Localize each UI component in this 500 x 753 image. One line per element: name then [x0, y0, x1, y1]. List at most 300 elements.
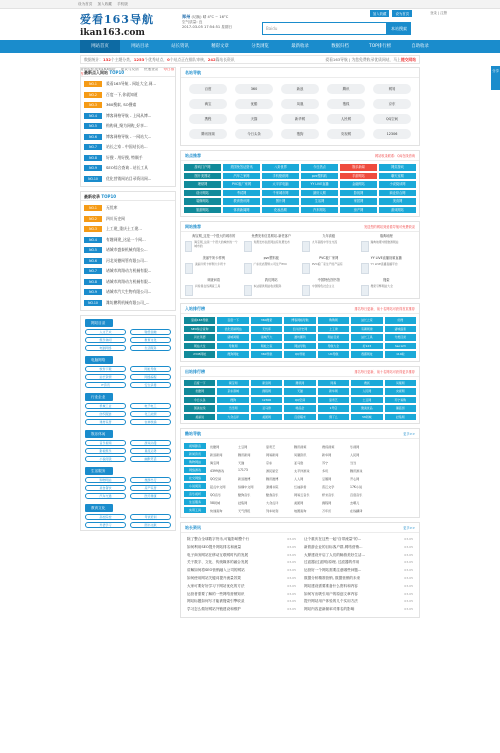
weather-switch[interactable]: (切换)	[191, 15, 202, 19]
out-rank-link[interactable]: 天猫	[284, 388, 315, 395]
top-hot-link[interactable]: 每日推荐	[80, 67, 175, 76]
site-logo[interactable]	[80, 11, 160, 41]
famous-site-link[interactable]: QQ空间	[373, 114, 411, 124]
out-rank-link[interactable]: 亚马逊	[251, 405, 282, 412]
hot-rank-link[interactable]: 诸城鸿翔	[217, 334, 248, 341]
cool-site-link[interactable]: 4399游戏	[210, 468, 225, 473]
cool-site-link[interactable]: 网易新闻	[266, 452, 279, 457]
login-links[interactable]: 登录 | 注册	[430, 11, 447, 15]
category-pill[interactable]: 小说阅读	[85, 456, 126, 462]
cool-site-link[interactable]: 红袖添香	[294, 484, 307, 489]
topic-card[interactable]	[361, 285, 416, 296]
search-input[interactable]: Baidu	[262, 22, 387, 35]
hot-rank-link[interactable]: 360搜索	[251, 317, 282, 324]
set-homepage-link[interactable]: 设为首页	[78, 1, 93, 6]
rank-site-link[interactable]: 百度一下,你就知道	[106, 91, 138, 97]
cool-sites-category[interactable]: 实用工具	[184, 507, 206, 513]
topic-title-link[interactable]: 免费发布信息网站-新老客户	[251, 234, 291, 238]
category-pill[interactable]: 娱乐休闲	[85, 337, 126, 343]
rank-site-link[interactable]: 博客网格导航 - 上网从博...	[106, 112, 152, 118]
news-item[interactable]	[304, 591, 413, 599]
topic-card[interactable]	[185, 285, 240, 296]
hot-rank-link[interactable]: 好搜	[385, 317, 416, 324]
out-rank-link[interactable]: 京东商城	[217, 388, 248, 395]
out-rank-link[interactable]: 蘑菇街	[385, 405, 416, 412]
famous-site-link[interactable]: 凤凰	[281, 99, 319, 109]
news-title-link[interactable]: 过滤器(过滤网)原理, 过滤器的作用	[304, 560, 360, 565]
out-rank-link[interactable]: 土豆网	[351, 397, 382, 404]
hot-rank-link[interactable]: 网址之家	[251, 343, 282, 350]
category-block-title[interactable]: 教育文化	[85, 504, 113, 512]
out-rank-link[interactable]: 饿了么	[318, 414, 349, 421]
famous-site-link[interactable]: 搜狐	[327, 99, 365, 109]
search-button[interactable]: 本站搜索	[387, 22, 411, 35]
recommend-site-link[interactable]: 聊天室网	[379, 173, 416, 180]
cool-site-link[interactable]: 起点中文网	[210, 484, 226, 489]
topic-title-link[interactable]: YY LIVE直播视频直播	[370, 256, 402, 260]
hot-rank-link[interactable]: 购购网	[318, 317, 349, 324]
news-title-link[interactable]: 网站内容更新频率对排名的影响	[304, 607, 355, 612]
recommend-site-link[interactable]: 汽车网站	[301, 207, 338, 214]
top-link-2[interactable]: 建议与反馈	[120, 67, 139, 71]
recommend-note[interactable]: 网站收录联系：QQ在线咨询	[374, 154, 415, 158]
news-title-link[interactable]: 除了整合全球数字货币,可能影响整个行	[187, 537, 250, 541]
cool-site-link[interactable]: 去哪儿	[350, 500, 360, 505]
out-rank-link[interactable]: 苏宁易购	[385, 397, 416, 404]
out-rank-link[interactable]: 58同城	[351, 414, 382, 421]
rank-site-link[interactable]: 爱看163导航 - 网址大全,网...	[106, 81, 157, 87]
hot-rank-link[interactable]: 博客网格导航	[284, 317, 315, 324]
news-title-link[interactable]: 数据分析精准营销, 数据营销的未来	[304, 575, 361, 580]
topic-title-link[interactable]: 九年高级	[322, 234, 336, 238]
hot-rank-link[interactable]: 河北英德	[184, 334, 215, 341]
recommend-site-link[interactable]: 美国免签证资讯	[223, 164, 260, 171]
category-pill[interactable]: IT资讯	[85, 382, 126, 388]
category-pill[interactable]: 网络编程	[130, 374, 171, 380]
cool-site-link[interactable]: 人人网	[294, 476, 304, 481]
nav-item[interactable]: 站长资讯	[171, 44, 189, 49]
news-item[interactable]	[187, 575, 296, 583]
cool-site-link[interactable]: 天气预报	[238, 508, 251, 513]
category-pill[interactable]: 考试培训	[130, 514, 171, 520]
recommend-site-link[interactable]: 设计网站	[184, 190, 221, 197]
nav-item[interactable]: 自助收录	[411, 44, 429, 49]
topic-title-link[interactable]: 淘宝网_这是一个很大的城市的	[192, 234, 236, 238]
hot-rank-link[interactable]: hao123	[385, 343, 416, 350]
category-pill[interactable]: 网址导航	[130, 366, 171, 372]
news-item[interactable]	[304, 559, 413, 567]
nav-item[interactable]: 网站目录	[131, 44, 149, 49]
nav-item[interactable]: 网站首页	[80, 40, 120, 53]
news-title-link[interactable]: 新旅游企业的目标客户群,网络营销...	[304, 544, 363, 549]
category-pill[interactable]: 电子电工	[130, 403, 171, 409]
cool-site-link[interactable]: QQ空间	[210, 476, 222, 481]
cool-site-link[interactable]: QQ音乐	[210, 492, 222, 497]
out-rank-link[interactable]: 搜狗	[217, 397, 248, 404]
recommend-site-link[interactable]: 图片美图站	[184, 173, 221, 180]
top-link-1[interactable]: 帮您轻松找到163网址	[80, 67, 116, 71]
rank-site-link[interactable]: 上工建_重庆土工建...	[106, 226, 142, 232]
topic-title-link[interactable]: 搜索	[383, 278, 390, 282]
cool-sites-category[interactable]: 购物网站	[184, 459, 206, 465]
rank-row[interactable]	[84, 100, 172, 111]
news-item[interactable]	[304, 544, 413, 552]
cool-site-link[interactable]: 当当	[350, 460, 357, 465]
topic-title-link[interactable]: pvc塑料板	[263, 256, 279, 260]
hot-rank-link[interactable]: 百度一下	[217, 317, 248, 324]
submit-site-link[interactable]: 提交网站	[400, 57, 416, 62]
famous-site-link[interactable]: 人民网	[327, 114, 365, 124]
news-item[interactable]	[304, 552, 413, 560]
out-rank-link[interactable]: 唯品会	[284, 405, 315, 412]
famous-site-link[interactable]: 天猫	[235, 114, 273, 124]
out-rank-link[interactable]: 赶集网	[385, 414, 416, 421]
cool-site-link[interactable]: 新华网	[322, 452, 332, 457]
recommend-site-link[interactable]: 生活网	[301, 198, 338, 205]
news-title-link[interactable]: 如何利用SEO提升网站排名和流量	[187, 544, 242, 549]
out-rank-link[interactable]: 美丽说	[184, 414, 215, 421]
category-pill[interactable]: 幽默笑话	[130, 456, 171, 462]
cool-site-link[interactable]: 淘宝网	[210, 460, 220, 465]
recommend-site-link[interactable]: 网页游戏	[379, 164, 416, 171]
rank-row[interactable]	[84, 224, 172, 235]
cool-sites-more-link[interactable]: 更多>>	[403, 432, 415, 436]
category-pill[interactable]: 财经金融	[130, 329, 171, 335]
category-pill[interactable]: 汽车交通	[85, 493, 126, 499]
out-rank-link[interactable]: 12306	[251, 397, 282, 404]
rank-site-link[interactable]: 购购网_聚为网购_好享...	[106, 123, 148, 129]
set-homepage-button[interactable]: 设为首页	[392, 10, 412, 17]
hot-rank-link[interactable]: 网站大全	[184, 343, 215, 350]
rank-site-link[interactable]: 诸城市汽大生物有限公司...	[106, 289, 152, 295]
news-title-link[interactable]: 电子商务网站在移动互联网时代的发展	[187, 552, 249, 557]
rank-row[interactable]	[84, 203, 172, 214]
rank-row[interactable]	[84, 153, 172, 164]
mobile-link[interactable]: 手机版	[117, 1, 128, 6]
category-pill[interactable]: 医疗健康	[130, 493, 171, 499]
category-pill[interactable]: 游戏动漫	[130, 440, 171, 446]
recommend-site-link[interactable]: 旅游网站	[184, 207, 221, 214]
news-title-link[interactable]: 运营者需要了解的一些网络营销知识	[187, 591, 245, 596]
out-rank-link[interactable]: 搜狐	[351, 380, 382, 387]
famous-site-link[interactable]: 优酷	[235, 99, 273, 109]
category-block-title[interactable]: 娱乐休闲	[85, 430, 113, 438]
rank-row[interactable]	[84, 132, 172, 143]
recommend-site-link[interactable]: 娱乐新闻	[340, 164, 377, 171]
cool-site-link[interactable]: 酷狗音乐	[238, 492, 251, 497]
rank-row[interactable]	[84, 163, 172, 174]
category-pill[interactable]: 教育文化	[130, 337, 171, 343]
topic-card[interactable]	[244, 285, 299, 296]
out-rank-link[interactable]: 大众点评	[217, 414, 248, 421]
news-item[interactable]	[304, 575, 413, 583]
cool-site-link[interactable]: 凤凰资讯	[294, 452, 307, 457]
rank-row[interactable]	[84, 287, 172, 298]
out-rank-link[interactable]: 当当网	[217, 405, 248, 412]
out-rank-link[interactable]: 爱奇艺	[318, 397, 349, 404]
out-rank-link[interactable]: 人民网	[351, 388, 382, 395]
news-more-link[interactable]: 更多>>	[403, 526, 415, 530]
famous-site-link[interactable]: 携程	[189, 114, 227, 124]
topic-card[interactable]	[361, 263, 416, 274]
rank-site-link[interactable]: 诸城市鸿翔动力机械有限...	[106, 268, 152, 274]
cool-site-link[interactable]: 京东	[266, 460, 273, 465]
cool-site-link[interactable]: 开心网	[350, 476, 360, 481]
category-pill[interactable]: 高校院校	[85, 514, 126, 520]
recommend-site-link[interactable]: 手游网站	[340, 173, 377, 180]
topic-title-link[interactable]: PVC板厂家网	[319, 256, 339, 260]
famous-site-link[interactable]: 12306	[373, 129, 411, 139]
category-pill[interactable]: 房产家居	[130, 485, 171, 491]
rank-row[interactable]	[84, 235, 172, 246]
out-rank-link[interactable]: 淘宝网	[217, 380, 248, 387]
rank-row[interactable]	[84, 298, 172, 309]
cool-sites-category[interactable]: 生活服务	[184, 499, 206, 505]
cool-site-link[interactable]: 人民网	[350, 452, 360, 457]
out-rank-link[interactable]: 今日头条	[184, 397, 215, 404]
category-pill[interactable]: 农林牧渔	[130, 419, 171, 425]
recommend-site-link[interactable]: 汽车之家网	[223, 173, 260, 180]
rank-row[interactable]	[84, 111, 172, 122]
news-title-link[interactable]: 讲解如何将SEO营销融入公司的网站	[187, 568, 245, 573]
rank-row[interactable]	[84, 266, 172, 277]
topic-title-link[interactable]: 我们网站	[264, 278, 278, 282]
cool-site-link[interactable]: 美团网	[294, 500, 304, 505]
recommend-site-link[interactable]: 千家城市网	[262, 190, 299, 197]
hot-rank-link[interactable]: 优化营销网站	[217, 326, 248, 333]
news-title-link[interactable]: 学习怎么做好网站外链建设和维护	[187, 607, 241, 612]
share-float-button[interactable]: 分享	[491, 66, 500, 90]
category-pill[interactable]: 纺织服装	[85, 411, 126, 417]
cool-site-link[interactable]: 17173	[238, 468, 248, 472]
hot-rank-link[interactable]: 360导航	[251, 351, 282, 358]
hot-rank-link[interactable]: QQ导航	[284, 351, 315, 358]
hot-rank-link[interactable]: UC导航	[318, 351, 349, 358]
out-rank-link[interactable]: 凤凰网	[385, 380, 416, 387]
news-item[interactable]	[187, 591, 296, 599]
cool-site-link[interactable]: 纵横中文网	[238, 484, 254, 489]
recommend-site-link[interactable]: PVC板厂家网	[223, 181, 260, 188]
out-rank-link[interactable]: 新华网	[318, 388, 349, 395]
news-item[interactable]	[187, 552, 296, 560]
famous-site-link[interactable]: 搜狗	[281, 129, 319, 139]
rank-row[interactable]	[84, 245, 172, 256]
out-rank-link[interactable]: 百度糯米	[284, 414, 315, 421]
cool-site-link[interactable]: 爱奇艺	[266, 444, 276, 449]
category-pill[interactable]: 美食餐饮	[85, 485, 126, 491]
topic-title-link[interactable]: 中国特色图书馆	[317, 278, 340, 282]
topic-card[interactable]	[302, 285, 357, 296]
cool-site-link[interactable]: 腾讯新闻	[238, 452, 251, 457]
category-block-title[interactable]: 电脑网络	[85, 356, 113, 364]
cool-site-link[interactable]: 赶集网	[238, 500, 248, 505]
cool-sites-category[interactable]: 网络游戏	[184, 467, 206, 473]
category-pill[interactable]: 图书文献	[130, 522, 171, 528]
cool-site-link[interactable]: 新浪微博	[238, 476, 251, 481]
category-pill[interactable]: 旅游出行	[130, 477, 171, 483]
news-item[interactable]	[304, 567, 413, 575]
news-item[interactable]	[187, 598, 296, 606]
news-item[interactable]	[304, 583, 413, 591]
hot-rank-link[interactable]: 潍坊鹏利	[284, 334, 315, 341]
recommend-site-link[interactable]: 美食网	[379, 198, 416, 205]
rank-site-link[interactable]: 好搜 - 用好搜, 特顺手	[106, 154, 143, 160]
category-block-title[interactable]: 网站目录	[85, 319, 113, 327]
news-item[interactable]	[187, 559, 296, 567]
rank-site-link[interactable]: 有趣网建_这是一个网...	[106, 236, 146, 242]
rank-site-link[interactable]: 360搜索, SO搜索	[106, 102, 137, 108]
rank-row[interactable]	[84, 256, 172, 267]
recommend-site-link[interactable]: 体育新闻网	[223, 207, 260, 214]
news-title-link[interactable]: 运营好一个网站需要注意哪些问题...	[304, 568, 362, 573]
recommend-site-link[interactable]: 家居网	[340, 198, 377, 205]
category-pill[interactable]: 站长资源	[85, 374, 126, 380]
out-rank-link[interactable]: 聚美优品	[351, 405, 382, 412]
category-pill[interactable]: 建材家居	[85, 419, 126, 425]
hot-rank-link[interactable]: 无忧库	[251, 326, 282, 333]
cool-site-link[interactable]: 网易云音乐	[294, 492, 310, 497]
recommend-site-link[interactable]: pvc塑料软	[301, 173, 338, 180]
topic-title-link[interactable]: 美丽牛奶卡样例	[202, 256, 225, 260]
famous-site-link[interactable]: 腾讯	[327, 84, 365, 94]
cool-sites-category[interactable]: 小说阅读	[184, 483, 206, 489]
recommend-site-link[interactable]: 图片网	[262, 198, 299, 205]
hot-rank-link[interactable]: SEO综合查询	[184, 326, 215, 333]
cool-site-link[interactable]: 天猫	[238, 460, 245, 465]
news-title-link[interactable]: 提升网站用户体验的几个实用方法	[304, 599, 358, 604]
news-item[interactable]	[187, 606, 296, 614]
cool-site-link[interactable]: 列车时刻	[266, 508, 279, 513]
news-item[interactable]	[187, 544, 296, 552]
category-pill[interactable]: 生活服务	[130, 345, 171, 351]
rank-row[interactable]	[84, 90, 172, 101]
cool-site-link[interactable]: 土豆网	[238, 444, 248, 449]
famous-site-link[interactable]: 新华网	[281, 114, 319, 124]
cool-site-link[interactable]: 酷我音乐	[266, 492, 279, 497]
recommend-site-link[interactable]: 最好人网	[301, 190, 338, 197]
nav-item[interactable]: TOP排行榜	[369, 44, 391, 49]
nav-item[interactable]: 精彩文章	[211, 44, 229, 49]
cool-site-link[interactable]: 百度音乐	[350, 492, 363, 497]
recommend-site-link[interactable]: 教育资讯网	[223, 198, 260, 205]
hot-rank-link[interactable]: 站长之家	[351, 317, 382, 324]
category-pill[interactable]: 电脑网络	[85, 345, 126, 351]
cool-sites-category[interactable]: 社交网络	[184, 475, 206, 481]
news-title-link[interactable]: 让个重庆在这些一起"自带流量"的...	[304, 537, 362, 541]
cool-site-link[interactable]: 新浪新闻	[210, 452, 223, 457]
out-rank-link[interactable]: 1号店	[318, 405, 349, 412]
recommend-site-link[interactable]: 游戏门户网	[184, 164, 221, 171]
category-pill[interactable]: 人文艺术	[85, 329, 126, 335]
hot-rank-link[interactable]: 导航网	[217, 343, 248, 350]
out-rank-link[interactable]: 新浪网	[251, 380, 282, 387]
out-rank-link[interactable]: 优酷网	[184, 388, 215, 395]
hot-rank-link[interactable]: 好123	[351, 343, 382, 350]
cool-sites-category[interactable]: 新闻资讯	[184, 451, 206, 457]
recommend-site-link[interactable]: 游戏网站	[379, 207, 416, 214]
category-pill[interactable]: 星座运势	[130, 448, 171, 454]
recommend-site-link[interactable]: 今日热点	[301, 164, 338, 171]
out-rank-link[interactable]: 央视网	[385, 388, 416, 395]
famous-site-link[interactable]: 网易	[373, 84, 411, 94]
out-rank-link[interactable]: 携程网	[251, 388, 282, 395]
rank-site-link[interactable]: 潍坊鹏利机械有限公司_...	[106, 299, 150, 305]
cool-sites-category[interactable]: 音乐视听	[184, 491, 206, 497]
topic-card[interactable]	[185, 263, 240, 274]
rank-site-link[interactable]: 博客网格导航 - 一网站大...	[106, 133, 152, 139]
topic-title-link[interactable]: 瑞典地理	[379, 234, 393, 238]
cool-site-link[interactable]: 快递查询	[210, 508, 223, 513]
hot-rank-link[interactable]: 四川历史网	[284, 326, 315, 333]
cool-site-link[interactable]: 豆瓣网	[322, 476, 332, 481]
hot-rank-link[interactable]: 网站目录	[318, 334, 349, 341]
recommend-site-link[interactable]: 考试网	[223, 190, 260, 197]
recommend-site-link[interactable]: 手机壁纸网	[262, 173, 299, 180]
add-favorite-button[interactable]: 加入收藏	[370, 10, 390, 17]
weather-city[interactable]: 郑州	[182, 14, 191, 19]
rank-row[interactable]	[84, 121, 172, 132]
hot-rank-link[interactable]: 2345网址	[184, 351, 215, 358]
news-title-link[interactable]: 网站标题如何写才能被搜索引擎收录	[187, 599, 245, 604]
category-pill[interactable]: 机械工业	[85, 403, 126, 409]
rank-site-link[interactable]: 河北英德网管有限公司...	[106, 257, 148, 263]
category-pill[interactable]: 软件下载	[85, 366, 126, 372]
news-item[interactable]	[304, 536, 413, 544]
rank-site-link[interactable]: 站长之家 - 中国站长站...	[106, 144, 148, 150]
hot-rank-link[interactable]: 站长工具	[351, 334, 382, 341]
famous-site-link[interactable]: 淘宝	[189, 99, 227, 109]
category-pill[interactable]: 音乐视频	[85, 440, 126, 446]
famous-site-link[interactable]: 360	[235, 84, 273, 94]
cool-sites-category[interactable]: 视频影音	[184, 443, 206, 449]
rank-site-link[interactable]: 优化营销网站目录资讯网...	[106, 175, 152, 181]
cool-site-link[interactable]: 腾讯微博	[266, 476, 279, 481]
add-favorite-link[interactable]: 加入收藏	[97, 1, 112, 6]
news-item[interactable]	[304, 598, 413, 606]
rank-row[interactable]	[84, 214, 172, 225]
topic-card[interactable]	[302, 263, 357, 274]
hot-rank-link[interactable]: 爱看163导航	[184, 317, 215, 324]
rank-row[interactable]	[84, 142, 172, 153]
cool-site-link[interactable]: 地图查询	[294, 508, 307, 513]
cool-site-link[interactable]: 虾米音乐	[322, 492, 335, 497]
rank-row[interactable]	[84, 79, 172, 90]
topic-card[interactable]	[244, 263, 299, 274]
hot-rank-link[interactable]: 搜狗网址	[217, 351, 248, 358]
recommend-site-link[interactable]: 理财网	[184, 181, 221, 188]
famous-site-link[interactable]: 今日头条	[235, 129, 273, 139]
category-block-title[interactable]: 生活服务	[85, 467, 113, 475]
category-block-title[interactable]: 行业企业	[85, 393, 113, 401]
cool-site-link[interactable]: 大众点评	[266, 500, 279, 505]
news-title-link[interactable]: 如何写出吸引用户的原创文章内容	[304, 591, 358, 596]
recommend-site-link[interactable]: 太平洋电脑	[262, 181, 299, 188]
cool-site-link[interactable]: 17K小说	[350, 484, 363, 489]
recommend-site-link[interactable]: 小说阅读网	[379, 181, 416, 188]
nav-item[interactable]: 数据归档	[331, 44, 349, 49]
category-pill[interactable]: 影视娱乐	[85, 448, 126, 454]
famous-site-link[interactable]: 新浪	[281, 84, 319, 94]
rank-site-link[interactable]: SEO综合查询 - 站长工具	[106, 165, 148, 171]
recommend-site-link[interactable]: 商业综合网	[379, 190, 416, 197]
cool-site-link[interactable]: 腾讯视频	[294, 444, 307, 449]
recommend-site-link[interactable]: 影视网	[340, 190, 377, 197]
news-title-link[interactable]: 大家可要好好学习下网站优化的方法	[187, 583, 245, 588]
news-item[interactable]	[304, 606, 413, 614]
famous-site-link[interactable]: 百度	[189, 84, 227, 94]
category-pill[interactable]: 化工能源	[130, 411, 171, 417]
hot-rank-link[interactable]: 诸城汽大	[251, 334, 282, 341]
